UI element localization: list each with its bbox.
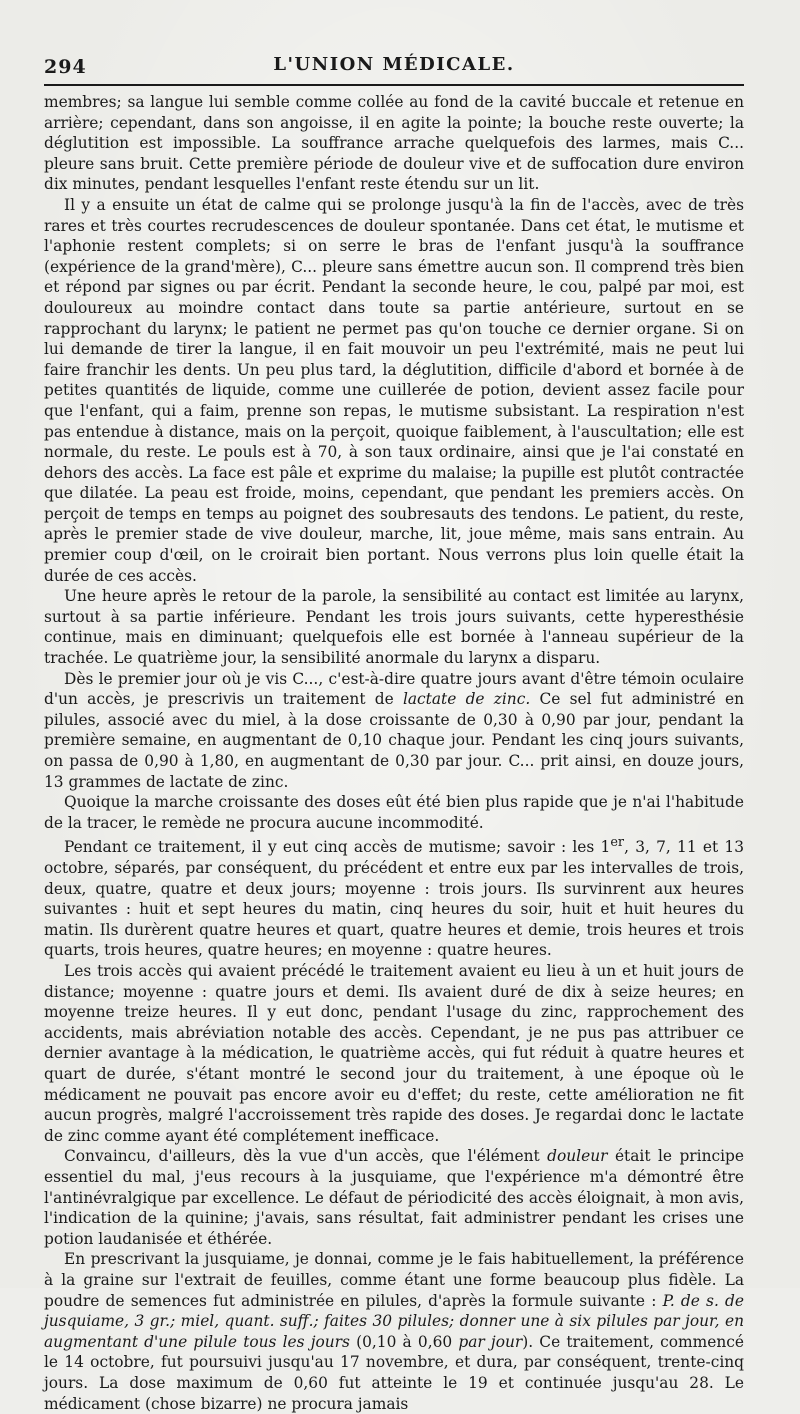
running-title: L'UNION MÉDICALE.: [273, 54, 515, 75]
paragraph-6: [44, 833, 744, 961]
paragraph-7: Les trois accès qui avaient précédé le traitement avaient eu lieu à un et huit jours de distance; moyenne : quatre jours et demi. Ils avaient duré de dix à seize heures; en moyenne treize heures. Il y eut donc, pendant l'usage du zinc, rapprochement des accidents, mais abréviation notable des accès. Cependant, je ne pus pas attribuer ce dernier avantage à la médication, le quatrième accès, qui fut réduit à quatre heures et quart de durée, s'étant montré le second jour du traitement, à une époque où le médicament ne pouvait pas encore avoir eu d'effet; du reste, cette amélioration ne fit aucun progrès, malgré l'accroissement très rapide des doses. Je regardai donc le lactate de zinc comme ayant été complétement inefficace.: [44, 962, 744, 1145]
paragraph-8-text-b: était le principe essentiel du mal, j'eus recours à la jusquiame, que l'expérience m'a démontré être l'antinévralgique par excellence. Le défaut de périodicité des accès éloignait, à mon avis, l'indication de la quinine; j'avais, sans résultat, fait administrer pendant les crises une potion laudanisée et éthérée.: [44, 1147, 744, 1248]
paragraph-8: [44, 1146, 744, 1249]
paragraph-2: Il y a ensuite un état de calme qui se prolonge jusqu'à la fin de l'accès, avec de très rares et très courtes recrudescences de douleur spontanée. Dans cet état, le mutisme et l'aphonie restent complets; si on serre le bras de l'enfant jusqu'à la souffrance (expérience de la grand'mère), C... pleure sans émettre aucun son. Il comprend très bien et répond par signes ou par écrit. Pendant la seconde heure, le cou, palpé par moi, est douloureux au moindre contact dans toute sa partie antérieure, surtout en se rapprochant du larynx; le patient ne permet pas qu'on touche ce dernier organe. Si on lui demande de tirer la langue, il en fait mouvoir un peu l'extrémité, mais ne peut lui faire franchir les dents. Un peu plus tard, la déglutition, difficile d'abord et bornée à de petites quantités de liquide, comme une cuillerée de potion, devient assez facile pour que l'enfant, qui a faim, prenne son repas, le mutisme subsistant. La respiration n'est pas entendue à distance, mais on la perçoit, quoique faiblement, à l'auscultation; elle est normale, du reste. Le pouls est à 70, à son taux ordinaire, ainsi que je l'ai constaté en dehors des accès. La face est pâle et exprime du malaise; la pupille est plutôt contractée que dilatée. La peau est froide, moins, cependant, que pendant les premiers accès. On perçoit de temps en temps au poignet des soubresauts des tendons. Le patient, du reste, après le premier stade de vive douleur, marche, lit, joue même, mais sans entrain. Au premier coup d'œil, on le croirait bien portant. Nous verrons plus loin quelle était la durée de ces accès.: [44, 195, 744, 585]
page-header: [44, 48, 744, 82]
paragraph-4-text-a: Dès le premier jour où je vis C..., c'est-à-dire quatre jours avant d'être témoin oculaire d'un accès, je prescrivis un traitement de: [44, 669, 744, 709]
paragraph-4-text-b: Ce sel fut administré en pilules, associé avec du miel, à la dose croissante de 0,30 à 0,90 par jour, pendant la première semaine, en augmentant de 0,10 chaque jour. Pendant les cinq jours suivants, on passa de 0,90 à 1,80, en augmentant de 0,30 par jour. C... prit ainsi, en douze jours, 13 grammes de lactate de zinc.: [44, 690, 745, 791]
paragraph-3: Une heure après le retour de la parole, la sensibilité au contact est limitée au larynx, surtout à sa partie inférieure. Pendant les trois jours suivants, cette hyperesthésie continue, mais en diminuant; quelquefois elle est bornée à l'anneau supérieur de la trachée. Le quatrième jour, la sensibilité anormale du larynx a disparu.: [44, 587, 744, 668]
paragraph-4-italic: lactate de zinc.: [402, 690, 531, 709]
paragraph-9: [44, 1249, 744, 1414]
paragraph-4: [44, 669, 744, 793]
paragraph-9-italic: par jour: [458, 1332, 523, 1351]
prescription-formula: P. de s. de jusquiame, 3 gr.; miel, quant. suff.; faites 30 pilules; donner une à six pilules par jour, en augmentant d'une pilule tous les jours: [44, 1291, 744, 1351]
paragraph-5: Quoique la marche croissante des doses eût été bien plus rapide que je n'ai l'habitude de la tracer, le remède ne procura aucune incommodité.: [44, 793, 744, 832]
paragraph-8-italic: douleur: [547, 1147, 608, 1166]
paragraph-9-text-c: ). Ce traitement, commencé le 14 octobre, fut poursuivi jusqu'au 17 novembre, et dura, par conséquent, trente-cinq jours. La dose maximum de 0,60 fut atteinte le 19 et continuée jusqu'au 28. Le médicament (chose bizarre) ne procura jamais: [44, 1332, 744, 1413]
paragraph-6-text-a: Pendant ce traitement, il y eut cinq accès de mutisme; savoir : les 1: [64, 838, 611, 857]
header-rule: [44, 84, 744, 86]
article-body: [44, 92, 744, 1414]
page-number: 294: [44, 56, 87, 78]
paragraph-1: membres; sa langue lui semble comme collée au fond de la cavité buccale et retenue en arrière; cependant, dans son angoisse, il en agite la pointe; la bouche reste ouverte; la déglutition est impossible. La souffrance arrache quelquefois des larmes, mais C... pleure sans bruit. Cette première période de douleur vive et de suffocation dure environ dix minutes, pendant lesquelles l'enfant reste étendu sur un lit.: [44, 93, 744, 194]
paragraph-9-text-a: En prescrivant la jusquiame, je donnai, comme je le fais habituellement, la préférence à la graine sur l'extrait de feuilles, comme étant une forme beaucoup plus fidèle. La poudre de semences fut administrée en pilules, d'après la formule suivante :: [44, 1250, 744, 1310]
paragraph-6-superscript: er: [610, 835, 625, 851]
paragraph-8-text-a: Convaincu, d'ailleurs, dès la vue d'un accès, que l'élément: [64, 1147, 548, 1166]
paragraph-6-text-b: , 3, 7, 11 et 13 octobre, séparés, par conséquent, du précédent et entre eux par les intervalles de trois, deux, quatre, quatre et deux jours; moyenne : trois jours. Ils survinrent aux heures suivantes : huit et sept heures du matin, cinq heures du soir, huit et huit heures du matin. Ils durèrent quatre heures et quart, quatre heures et demie, trois heures et trois quarts, trois heures, quatre heures; en moyenne : quatre heures.: [44, 838, 745, 960]
paragraph-9-text-b: (0,10 à 0,60: [349, 1332, 459, 1351]
